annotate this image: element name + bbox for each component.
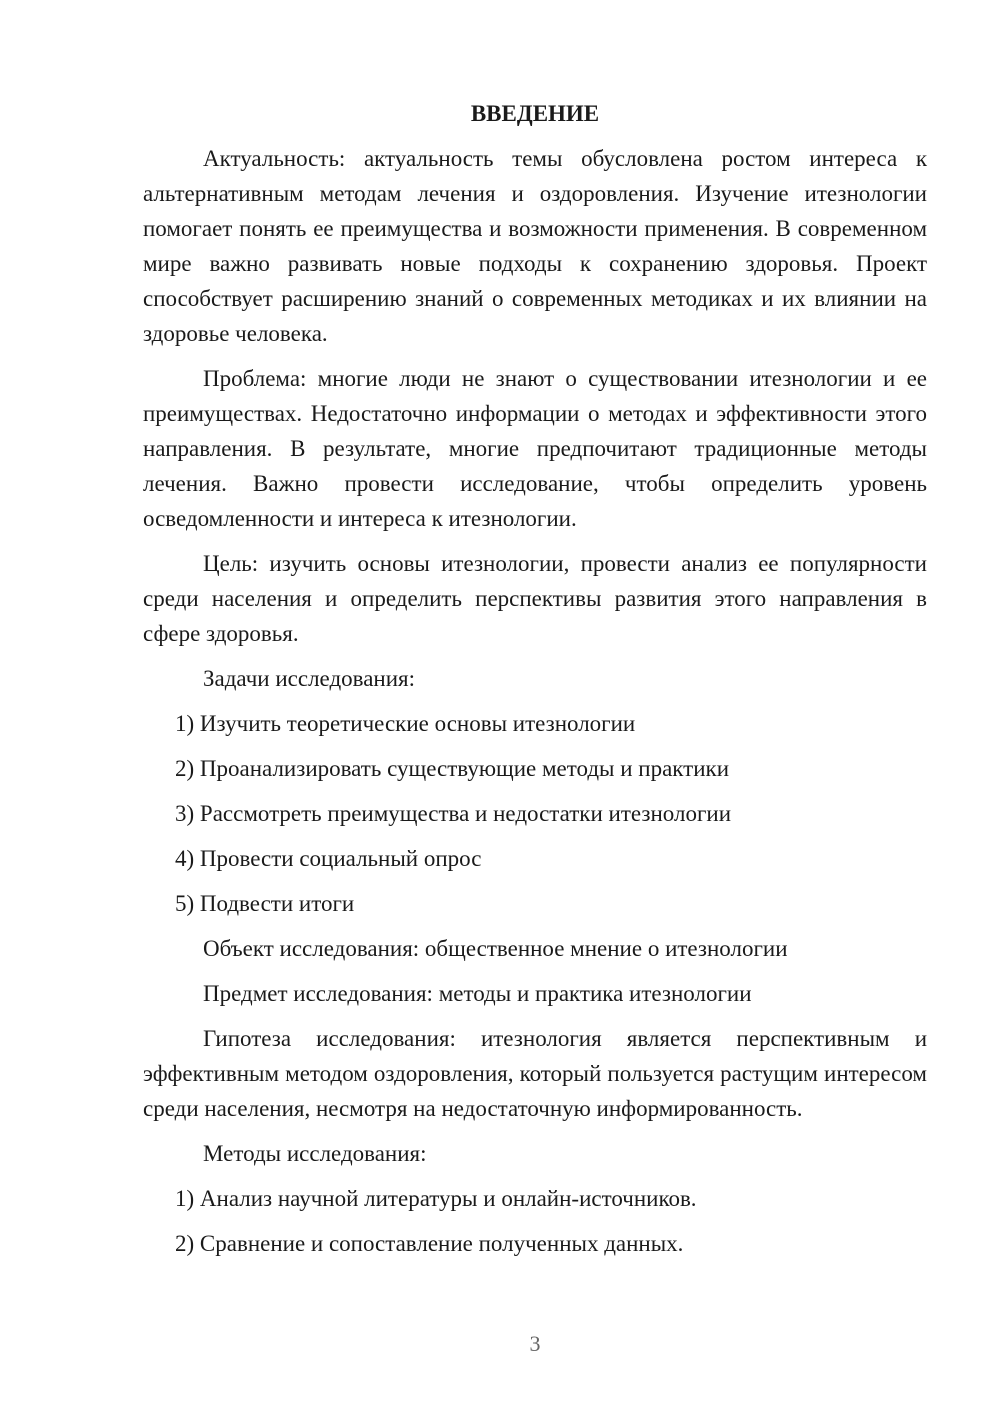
tasks-heading: Задачи исследования:: [203, 666, 416, 691]
methods-list: [143, 1181, 927, 1261]
object-paragraph: Объект исследования: общественное мнение о итезнологии: [203, 936, 788, 961]
relevance-paragraph: Актуальность: актуальность темы обусловлена ростом интереса к альтернативным методам лечения и оздоровления. Изучение итезнологии помогает понять ее преимущества и возможности применения. В современном мире важно развивать новые подходы к сохранению здоровья. Проект способствует расширению знаний о современных методиках и их влиянии на здоровье человека.: [143, 146, 927, 346]
list-item: 3) Рассмотреть преимущества и недостатки итезнологии: [175, 801, 732, 826]
tasks-list: [143, 706, 927, 921]
list-item: 2) Проанализировать существующие методы и практики: [175, 756, 730, 781]
subject-paragraph: Предмет исследования: методы и практика итезнологии: [203, 981, 752, 1006]
list-item: 1) Изучить теоретические основы итезнологии: [175, 711, 636, 736]
list-item: 1) Анализ научной литературы и онлайн-источников.: [175, 1186, 697, 1211]
list-item: 5) Подвести итоги: [175, 891, 355, 916]
problem-paragraph: Проблема: многие люди не знают о существовании итезнологии и ее преимуществах. Недостаточно информации о методах и эффективности этого направления. В результате, многие предпочитают традиционные методы лечения. Важно провести исследование, чтобы определить уровень осведомленности и интереса к итезнологии.: [143, 366, 927, 531]
goal-paragraph: Цель: изучить основы итезнологии, провести анализ ее популярности среди населения и определить перспективы развития этого направления в сфере здоровья.: [143, 551, 927, 646]
document-page: [143, 96, 927, 1271]
list-item: 2) Сравнение и сопоставление полученных данных.: [175, 1231, 684, 1256]
page-number: 3: [529, 1331, 541, 1356]
list-item: 4) Провести социальный опрос: [175, 846, 482, 871]
methods-heading: Методы исследования:: [203, 1141, 427, 1166]
hypothesis-paragraph: Гипотеза исследования: итезнология является перспективным и эффективным методом оздоровления, который пользуется растущим интересом среди населения, несмотря на недостаточную информированность.: [143, 1026, 927, 1121]
section-title: ВВЕДЕНИЕ: [470, 101, 600, 126]
